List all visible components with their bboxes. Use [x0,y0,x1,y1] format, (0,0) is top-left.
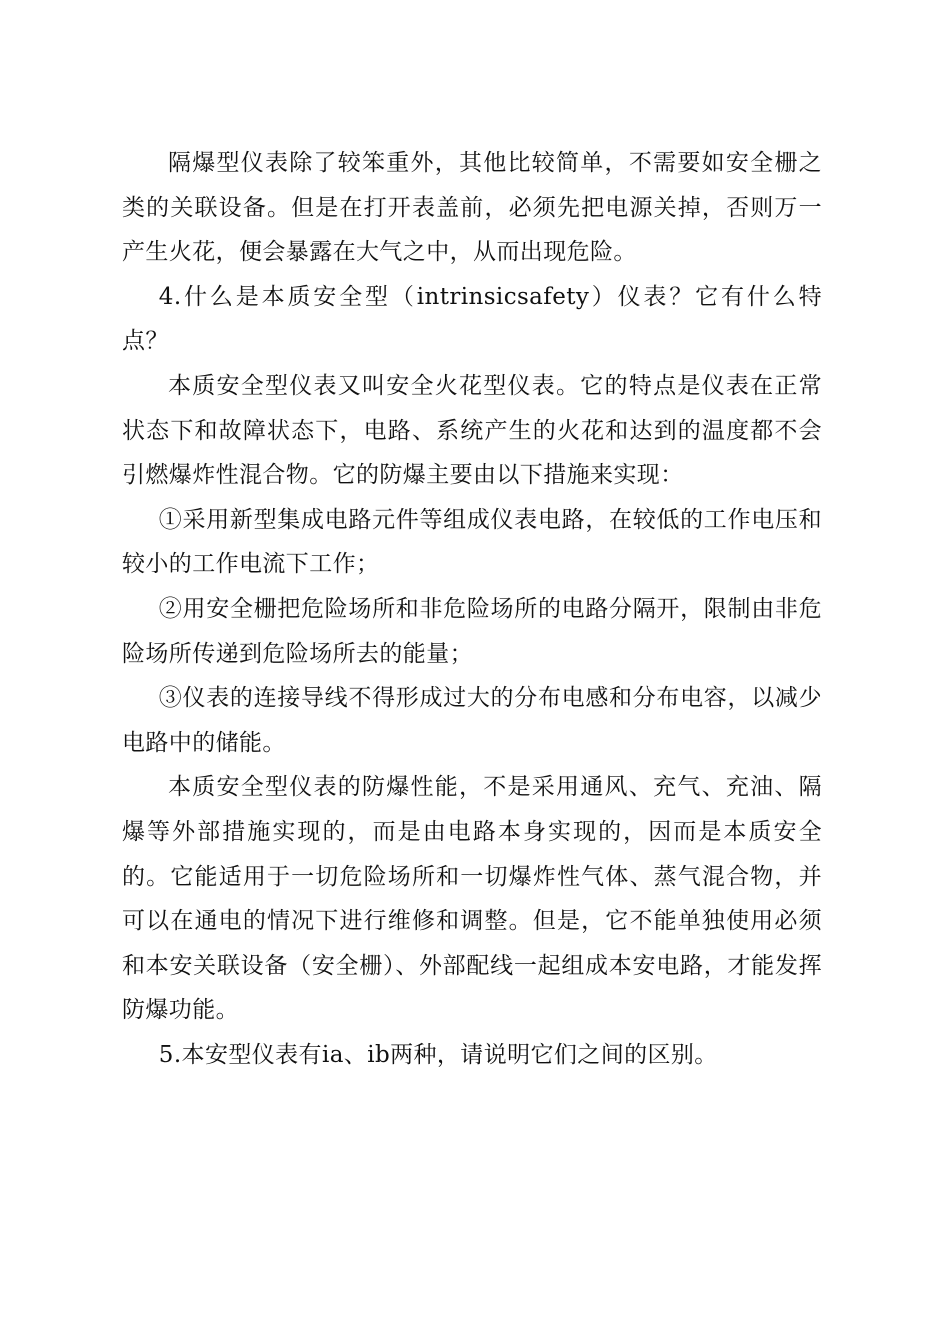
question-4: 4.什么是本质安全型（intrinsicsafety）仪表？它有什么特点？ [122,283,822,355]
list-item-measure-2: ②用安全栅把危险场所和非危险场所的电路分隔开，限制由非危险场所传递到危险场所去的能量； [122,595,822,667]
paragraph-flameproof-summary: 隔爆型仪表除了较笨重外，其他比较简单，不需要如安全栅之类的关联设备。但是在打开表盖前，必须先把电源关掉，否则万一产生火花，便会暴露在大气之中，从而出现危险。 [122,150,822,266]
list-item-measure-1: ①采用新型集成电路元件等组成仪表电路，在较低的工作电压和较小的工作电流下工作； [122,506,822,578]
question-5: 5.本安型仪表有ia、ib两种，请说明它们之间的区别。 [158,1041,718,1068]
list-item-measure-3: ③仪表的连接导线不得形成过大的分布电感和分布电容，以减少电路中的储能。 [122,685,822,756]
paragraph-intrinsic-safety-performance: 本质安全型仪表的防爆性能，不是采用通风、充气、充油、隔爆等外部措施实现的，而是由电路本身实现的，因而是本质安全的。它能适用于一切危险场所和一切爆炸性气体、蒸气混合物，并可以在通电的情况下进行维修和调整。但是，它不能单独使用必须和本安关联设备（安全栅）、外部配线一起组成本安电路，才能发挥防爆功能。 [122,774,822,1024]
document-page [122,141,822,1077]
paragraph-intrinsic-safety-definition: 本质安全型仪表又叫安全火花型仪表。它的特点是仪表在正常状态下和故障状态下，电路、系统产生的火花和达到的温度都不会引燃爆炸性混合物。它的防爆主要由以下措施来实现： [122,372,822,489]
